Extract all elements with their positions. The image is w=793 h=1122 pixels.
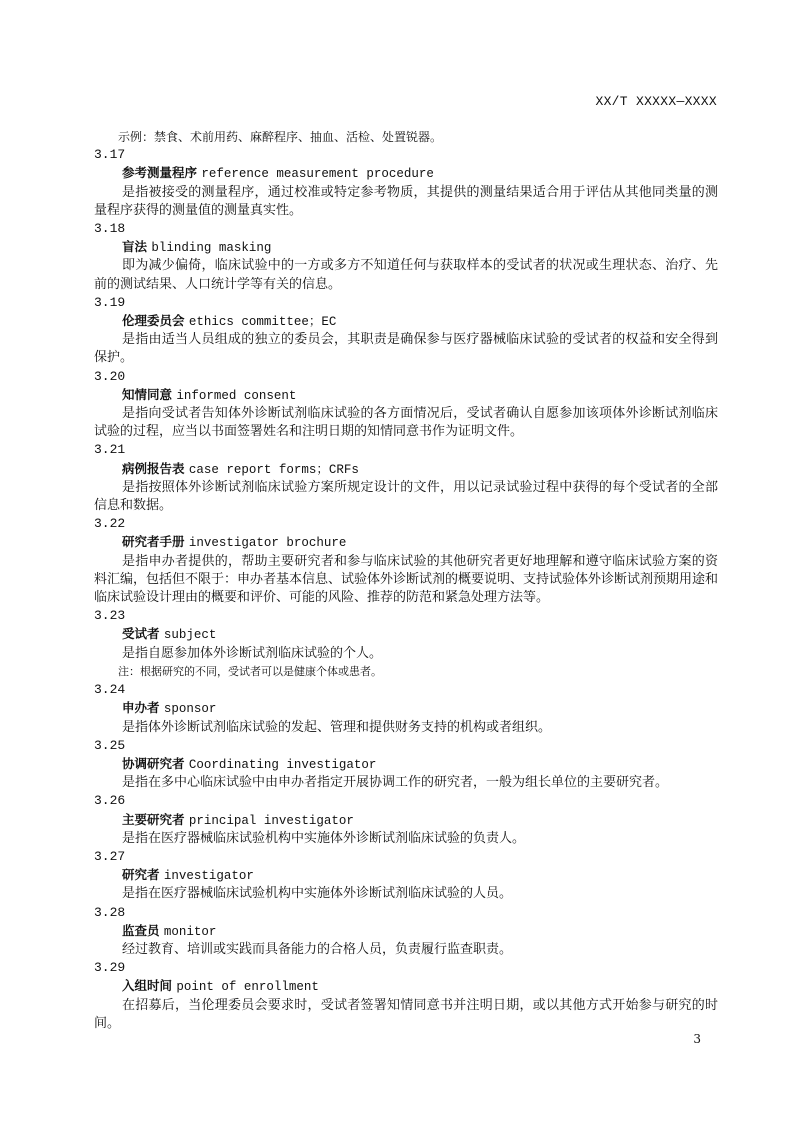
term-number: 3.28	[94, 904, 126, 920]
term-definition: 是指在多中心临床试验中由申办者指定开展协调工作的研究者，一般为组长单位的主要研究者。	[122, 775, 669, 791]
term-3-19	[94, 294, 718, 368]
term-number: 3.26	[94, 793, 126, 809]
term-zh: 监查员	[122, 922, 160, 938]
term-en: case report forms；CRFs	[188, 462, 359, 477]
term-zh: 伦理委员会	[122, 313, 185, 329]
term-definition: 在招募后，当伦理委员会要求时，受试者签署知情同意书并注明日期，或以其他方式开始参与研究的时间。	[94, 997, 718, 1031]
term-3-20	[94, 368, 718, 442]
term-number: 3.25	[94, 737, 126, 753]
term-en: sponsor	[163, 702, 217, 717]
term-3-21	[94, 441, 718, 515]
term-number: 3.19	[94, 294, 126, 310]
example-text: 示例：禁食、术前用药、麻醉程序、抽血、活检、处置锐器。	[118, 130, 443, 144]
term-en: ethics committee；EC	[188, 315, 337, 330]
term-title	[94, 811, 718, 830]
term-number: 3.24	[94, 682, 126, 698]
term-title	[94, 977, 718, 996]
term-en: reference measurement procedure	[201, 167, 434, 182]
term-definition: 是指体外诊断试剂临床试验的发起、管理和提供财务支持的机构或者组织。	[122, 719, 552, 735]
term-definition: 经过教育、培训或实践而具备能力的合格人员，负责履行监查职责。	[122, 941, 513, 957]
term-3-24	[94, 681, 718, 737]
term-en: informed consent	[176, 388, 297, 403]
term-3-29	[94, 959, 718, 1033]
term-definition: 是指由适当人员组成的独立的委员会，其职责是确保参与医疗器械临床试验的受试者的权益和安全得到保护。	[94, 332, 718, 366]
term-en: blinding masking	[151, 241, 272, 256]
term-title	[94, 866, 718, 885]
term-definition: 是指自愿参加体外诊断试剂临床试验的个人。	[122, 645, 383, 661]
term-definition: 是指被接受的测量程序，通过校准或特定参考物质，其提供的测量结果适合用于评估从其他同类量的测量程序获得的测量值的测量真实性。	[94, 184, 718, 218]
term-title	[94, 755, 718, 774]
term-en: monitor	[163, 924, 217, 939]
term-zh: 协调研究者	[122, 755, 185, 771]
term-en: Coordinating investigator	[188, 757, 377, 772]
term-3-22	[94, 515, 718, 607]
term-zh: 参考测量程序	[122, 165, 198, 181]
term-title	[94, 460, 718, 479]
term-number: 3.27	[94, 848, 126, 864]
term-title	[94, 238, 718, 257]
term-title	[94, 533, 718, 552]
term-number: 3.22	[94, 516, 126, 532]
page-number: 3	[693, 1032, 701, 1046]
term-3-17	[94, 146, 718, 220]
term-zh: 病例报告表	[122, 460, 185, 476]
term-title	[94, 312, 718, 331]
term-title	[94, 625, 718, 644]
term-zh: 申办者	[122, 700, 160, 716]
term-zh: 受试者	[122, 626, 160, 642]
term-title	[94, 164, 718, 183]
term-en: subject	[163, 628, 217, 643]
term-zh: 研究者	[122, 867, 160, 883]
term-note: 注：根据研究的不同，受试者可以是健康个体或患者。	[118, 664, 382, 678]
term-title	[94, 699, 718, 718]
term-3-18	[94, 220, 718, 294]
term-title	[94, 386, 718, 405]
document-code-header: XX/T XXXXX—XXXX	[595, 94, 717, 109]
term-number: 3.29	[94, 960, 126, 976]
term-en: principal investigator	[188, 813, 354, 828]
term-definition: 是指申办者提供的，帮助主要研究者和参与临床试验的其他研究者更好地理解和遵守临床试验方案的资料汇编，包括但不限于：申办者基本信息、试验体外诊断试剂的概要说明、支持试验体外诊断试剂预期用途和临床试验设计理由的概要和评价、可能的风险、推荐的防范和紧急处理方法等。	[94, 553, 719, 606]
term-3-28	[94, 904, 718, 960]
term-definition: 是指向受试者告知体外诊断试剂临床试验的各方面情况后，受试者确认自愿参加该项体外诊断试剂临床试验的过程，应当以书面签署姓名和注明日期的知情同意书作为证明文件。	[94, 406, 718, 440]
term-3-26	[94, 792, 718, 848]
term-3-25	[94, 737, 718, 793]
term-3-23	[94, 607, 718, 681]
term-number: 3.18	[94, 221, 126, 237]
term-number: 3.23	[94, 608, 126, 624]
term-definition: 是指按照体外诊断试剂临床试验方案所规定设计的文件，用以记录试验过程中获得的每个受试者的全部信息和数据。	[94, 479, 718, 514]
term-title	[94, 922, 718, 941]
term-zh: 知情同意	[122, 386, 173, 402]
term-en: investigator brochure	[188, 536, 347, 551]
term-definition: 是指在医疗器械临床试验机构中实施体外诊断试剂临床试验的人员。	[122, 886, 513, 902]
term-number: 3.20	[94, 368, 126, 384]
term-definition: 即为减少偏倚，临床试验中的一方或多方不知道任何与获取样本的受试者的状况或生理状态、治疗、先前的测试结果、人口统计学等有关的信息。	[94, 258, 718, 292]
term-number: 3.21	[94, 442, 126, 458]
term-zh: 盲法	[122, 239, 148, 255]
term-en: point of enrollment	[176, 980, 319, 995]
term-3-27	[94, 848, 718, 904]
term-zh: 研究者手册	[122, 534, 185, 550]
term-number: 3.17	[94, 147, 126, 163]
term-zh: 主要研究者	[122, 811, 185, 827]
term-zh: 入组时间	[122, 978, 173, 994]
document-body	[94, 128, 718, 1033]
term-definition: 是指在医疗器械临床试验机构中实施体外诊断试剂临床试验的负责人。	[122, 830, 526, 846]
term-en: investigator	[163, 869, 254, 884]
